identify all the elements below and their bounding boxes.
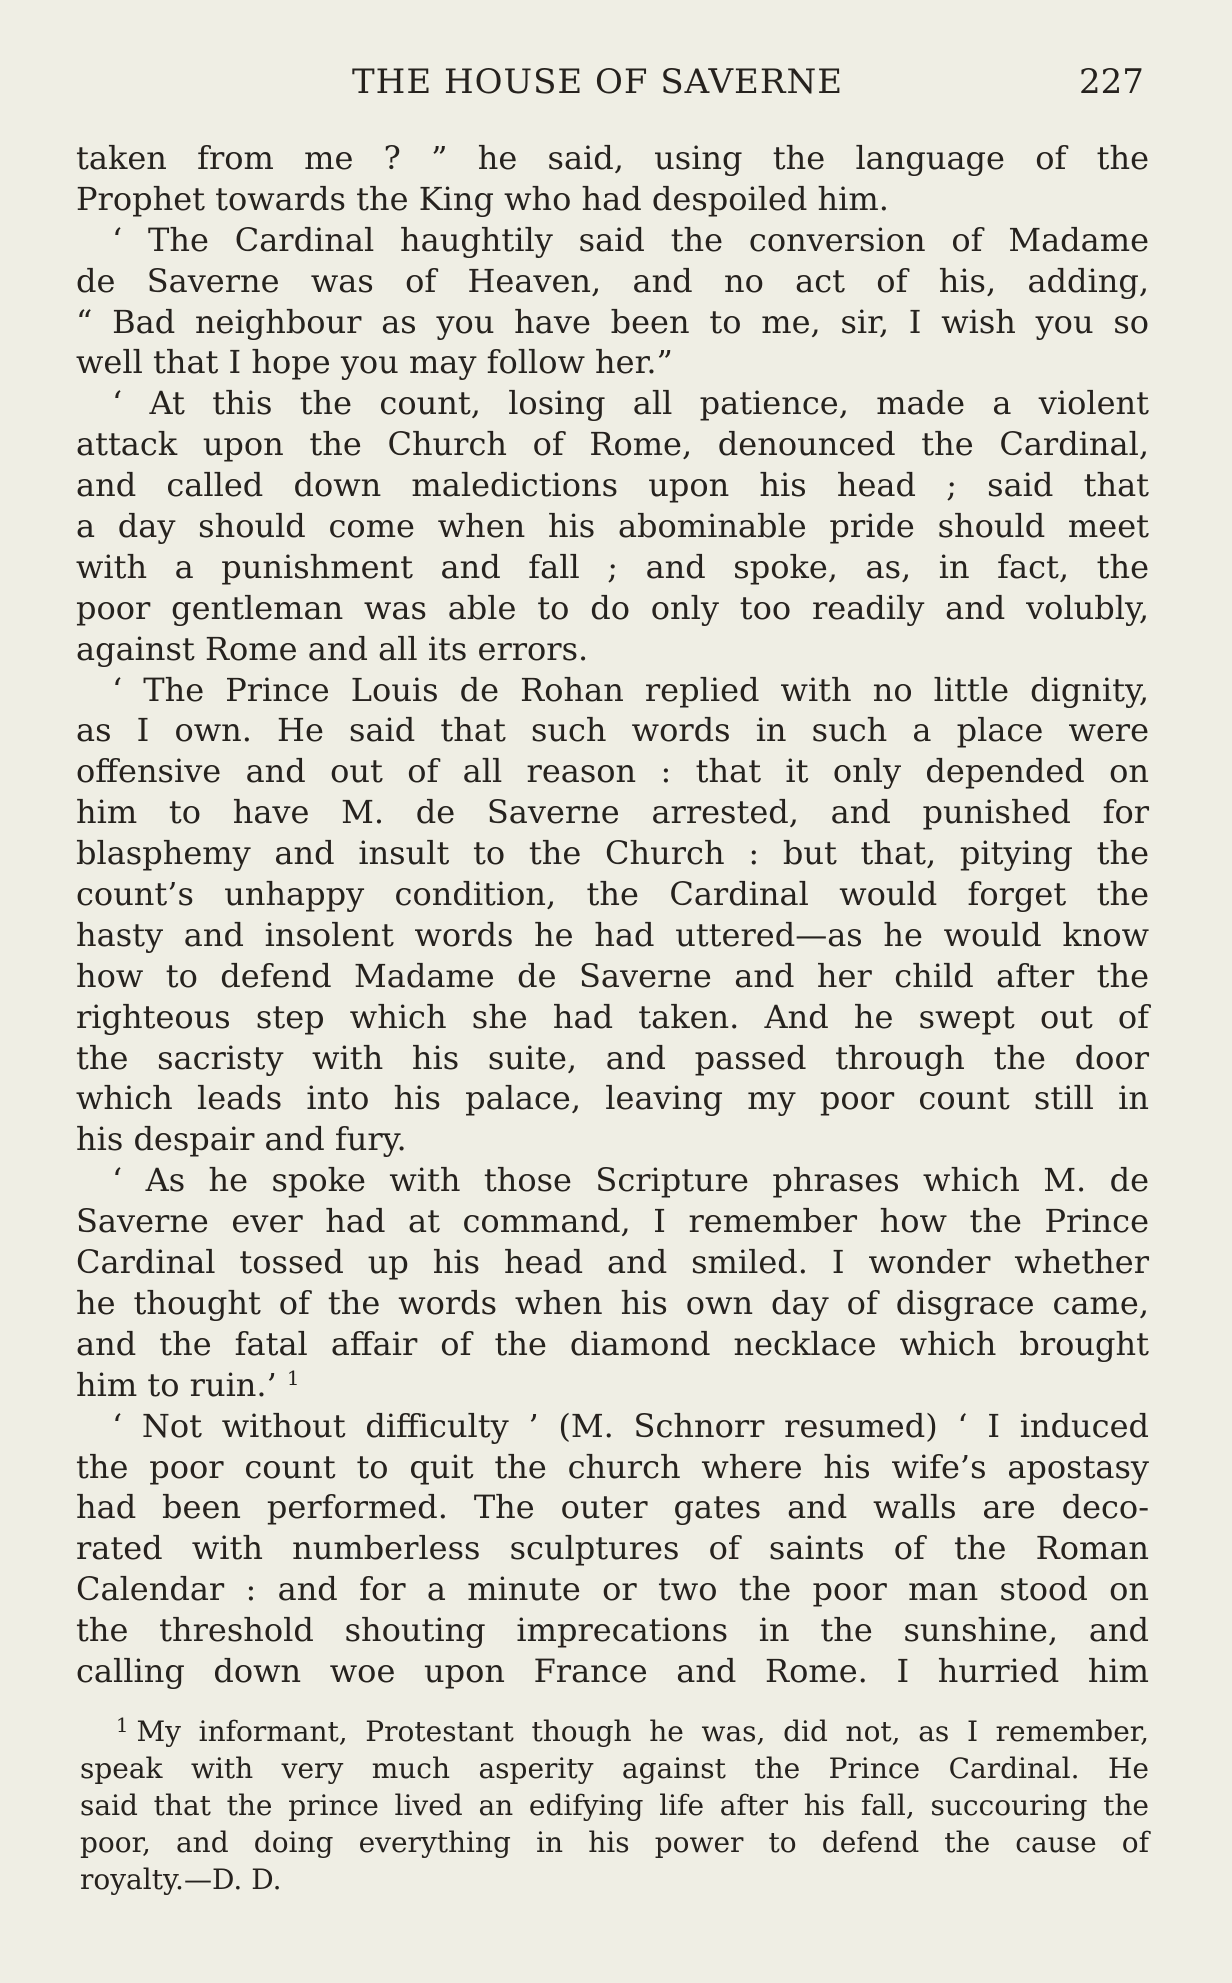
footnote-line (80, 1713, 1149, 1750)
text-line: taken from me ? ” he said, using the language of the (76, 139, 1149, 177)
text-line: “ Bad neighbour as you have been to me, sir, I wish you so (76, 302, 1149, 341)
text-line: rated with numberless sculptures of saints of the Roman (76, 1529, 1149, 1568)
text-line: the threshold shouting imprecations in the sunshine, and (76, 1611, 1149, 1650)
footnote (80, 1713, 1149, 1898)
text-line: his despair and fury. (76, 1120, 407, 1159)
text-line: hasty and insolent words he had uttered—as he would know (76, 915, 1149, 954)
text-line: Calendar : and for a minute or two the poor man stood on (76, 1570, 1149, 1609)
text-line: and the fatal affair of the diamond necklace which brought (76, 1324, 1149, 1363)
footnote-line: poor, and doing everything in his power to defend the cause of (80, 1826, 1149, 1859)
text-line: with a punishment and fall ; and spoke, as, in fact, the (76, 547, 1149, 586)
text-line: de Saverne was of Heaven, and no act of his, adding, (76, 261, 1149, 300)
text-line: ‘ As he spoke with those Scripture phrases which M. de (112, 1161, 1149, 1200)
text-line: him to have M. de Saverne arrested, and punished for (76, 793, 1149, 832)
text-line: blasphemy and insult to the Church : but that, pitying the (76, 834, 1149, 873)
text-line: poor gentleman was able to do only too readily and volubly, (76, 588, 1149, 627)
text-line: ‘ The Cardinal haughtily said the conversion of Madame (112, 220, 1149, 259)
text-line: well that I hope you may follow her.” (76, 343, 673, 382)
text-line: had been performed. The outer gates and walls are deco- (76, 1488, 1149, 1527)
running-header (0, 62, 1232, 106)
text-line: Cardinal tossed up his head and smiled. I wonder whether (76, 1243, 1149, 1282)
text-line: a day should come when his abominable pride should meet (76, 507, 1149, 546)
text-line: righteous step which she had taken. And he swept out of (76, 997, 1149, 1036)
text-line-with-footnote-ref (76, 1365, 1149, 1406)
text-line: against Rome and all its errors. (76, 629, 589, 668)
text-line: how to defend Madame de Saverne and her child after the (76, 956, 1149, 995)
text-line: count’s unhappy condition, the Cardinal would forget the (76, 875, 1149, 914)
text-line: the sacristy with his suite, and passed through the door (76, 1038, 1149, 1077)
text-line: as I own. He said that such words in such a place were (76, 711, 1149, 750)
page-number: 227 (1079, 62, 1144, 102)
text-line: which leads into his palace, leaving my poor count still in (76, 1079, 1149, 1118)
text-line: Prophet towards the King who had despoiled him. (76, 179, 889, 218)
text-line: ‘ At this the count, losing all patience, made a violent (112, 384, 1149, 423)
footnote-marker: 1 (116, 1714, 129, 1738)
line-text: him to ruin.’ (76, 1365, 277, 1404)
footnote-line: said that the prince lived an edifying life after his fall, succouring the (80, 1789, 1149, 1822)
text-line: ‘ Not without difficulty ’ (M. Schnorr resumed) ‘ I induced (112, 1406, 1149, 1445)
text-line: calling down woe upon France and Rome. I hurried him (76, 1651, 1149, 1690)
text-line: ‘ The Prince Louis de Rohan replied with no little dignity, (112, 670, 1149, 709)
footnote-line: speak with very much asperity against the Prince Cardinal. He (80, 1752, 1149, 1785)
text-line: Saverne ever had at command, I remember how the Prince (76, 1202, 1149, 1241)
text-line: offensive and out of all reason : that it only depended on (76, 752, 1149, 791)
body-text (76, 138, 1149, 1692)
text-line: the poor count to quit the church where his wife’s apostasy (76, 1447, 1149, 1486)
footnote-reference: 1 (286, 1366, 300, 1390)
footnote-text: My informant, Protestant though he was, did not, as I remember, (136, 1715, 1149, 1748)
text-line: attack upon the Church of Rome, denounced the Cardinal, (76, 425, 1149, 464)
text-line: and called down maledictions upon his head ; said that (76, 466, 1149, 505)
text-line: he thought of the words when his own day of disgrace came, (76, 1283, 1149, 1322)
running-title: THE HOUSE OF SAVERNE (352, 62, 844, 102)
footnote-line: royalty.—D. D. (80, 1863, 282, 1896)
